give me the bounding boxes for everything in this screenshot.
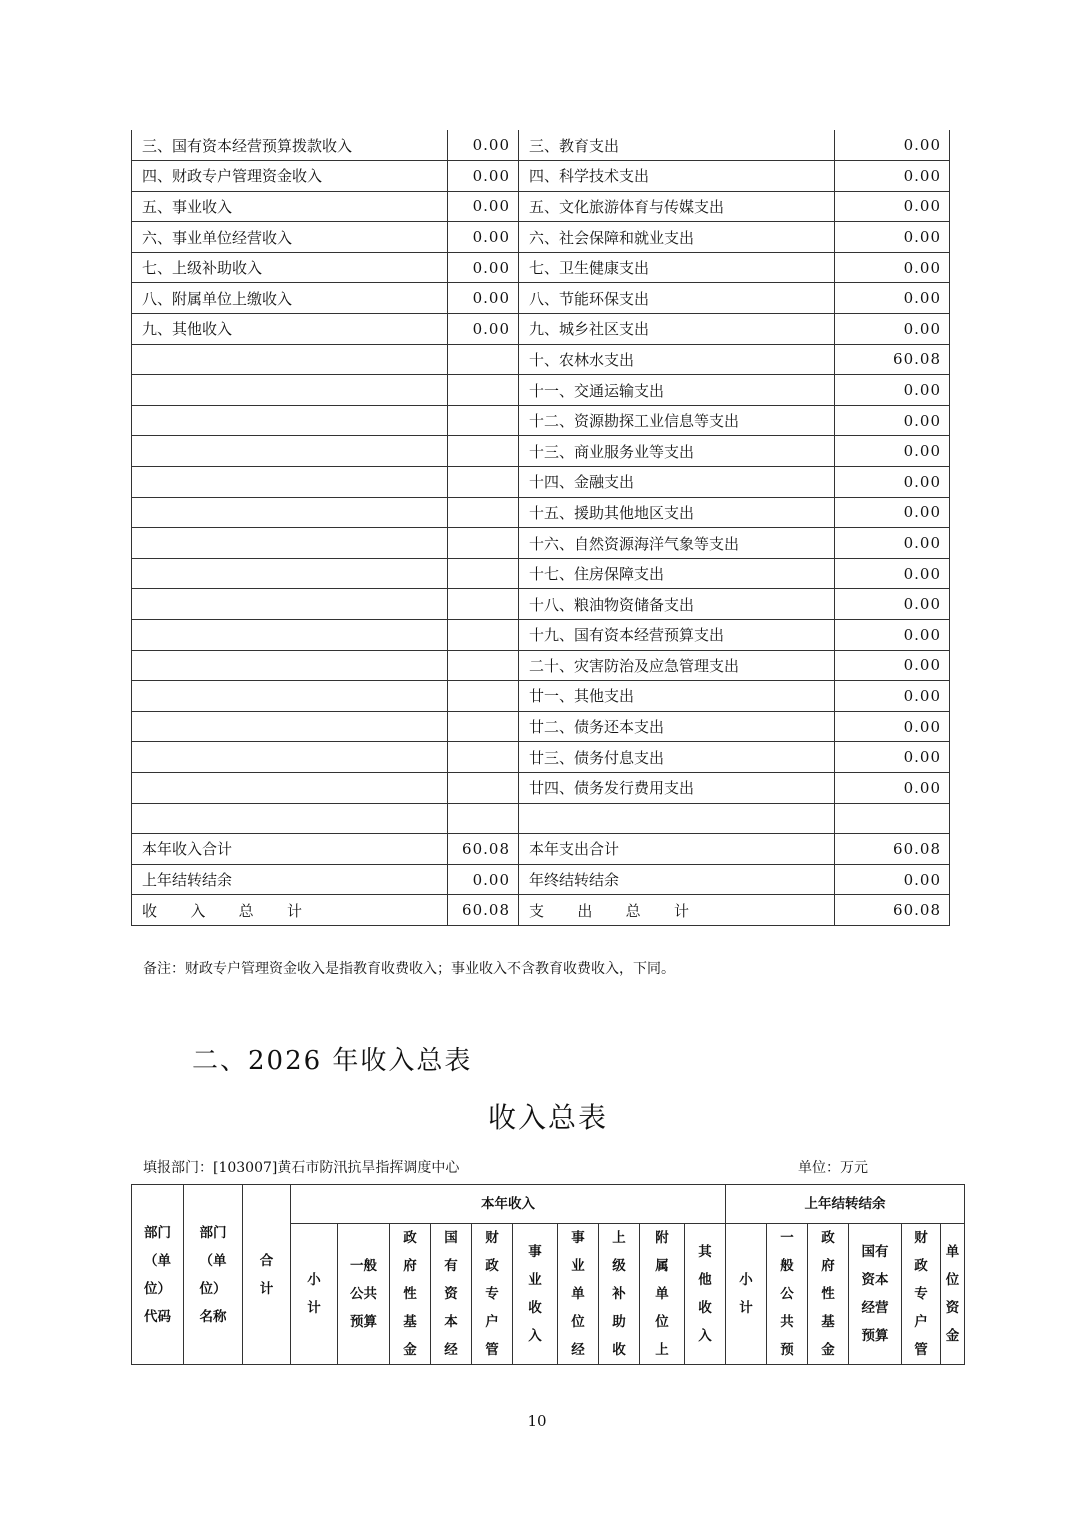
expense-label-cell: 四、科学技术支出 [519, 161, 835, 192]
income-value-cell: 0.00 [448, 283, 519, 314]
income-label-cell [132, 405, 448, 436]
header-cy-biz-unit: 事业单位经 [558, 1224, 599, 1365]
expense-value-cell: 0.00 [835, 222, 950, 253]
budget-row [132, 161, 950, 192]
header-cy-gov-fund: 政府性基金 [390, 1224, 431, 1365]
expense-label-cell: 十、农林水支出 [519, 344, 835, 375]
expense-label-cell: 廿四、债务发行费用支出 [519, 772, 835, 803]
expense-value-cell: 0.00 [835, 589, 950, 620]
budget-row [132, 803, 950, 834]
expense-label-cell: 九、城乡社区支出 [519, 314, 835, 345]
header-py-subtotal: 小计 [726, 1224, 767, 1365]
expense-label-cell: 廿一、其他支出 [519, 681, 835, 712]
total-label-char: 出 [577, 901, 593, 920]
expense-label-cell: 十九、国有资本经营预算支出 [519, 620, 835, 651]
income-label-cell: 上年结转结余 [132, 864, 448, 895]
income-value-cell [448, 772, 519, 803]
expense-label-cell: 八、节能环保支出 [519, 283, 835, 314]
budget-row [132, 283, 950, 314]
budget-row [132, 222, 950, 253]
income-label-cell [132, 436, 448, 467]
income-label-cell: 三、国有资本经营预算拨款收入 [132, 130, 448, 161]
header-dept-code: 部门（单位）代码 [132, 1185, 184, 1365]
budget-row [132, 772, 950, 803]
income-value-cell: 0.00 [448, 864, 519, 895]
header-current-year: 本年收入 [291, 1185, 726, 1224]
budget-row [132, 252, 950, 283]
budget-row [132, 864, 950, 895]
budget-row [132, 375, 950, 406]
header-prior-year: 上年结转结余 [726, 1185, 965, 1224]
expense-label-cell: 十五、援助其他地区支出 [519, 497, 835, 528]
header-py-state-capital: 国有资本经营预算 [849, 1224, 902, 1365]
expense-label-cell: 七、卫生健康支出 [519, 252, 835, 283]
income-label-cell [132, 589, 448, 620]
header-cy-other: 其他收入 [685, 1224, 726, 1365]
income-label-cell [132, 620, 448, 651]
section-heading: 二、2026 年收入总表 [192, 1046, 473, 1076]
budget-row [132, 742, 950, 773]
income-label-cell [132, 467, 448, 498]
total-label-char: 计 [286, 901, 302, 920]
income-label-cell [132, 528, 448, 559]
expense-value-cell: 60.08 [835, 344, 950, 375]
expense-value-cell: 0.00 [835, 528, 950, 559]
budget-row [132, 528, 950, 559]
budget-row [132, 497, 950, 528]
budget-totals-row [132, 895, 950, 926]
income-label-cell: 八、附属单位上缴收入 [132, 283, 448, 314]
income-value-cell [448, 558, 519, 589]
expense-label-cell: 十二、资源勘探工业信息等支出 [519, 405, 835, 436]
expense-total-value: 60.08 [835, 895, 950, 926]
expense-value-cell: 0.00 [835, 191, 950, 222]
expense-value-cell: 0.00 [835, 742, 950, 773]
expense-label-cell: 三、教育支出 [519, 130, 835, 161]
expense-value-cell: 0.00 [835, 620, 950, 651]
expense-label-cell: 五、文化旅游体育与传媒支出 [519, 191, 835, 222]
expense-label-cell: 本年支出合计 [519, 834, 835, 865]
income-value-cell: 60.08 [448, 834, 519, 865]
expense-value-cell: 0.00 [835, 252, 950, 283]
income-label-cell [132, 772, 448, 803]
income-value-cell [448, 742, 519, 773]
expense-value-cell: 0.00 [835, 405, 950, 436]
income-value-cell: 0.00 [448, 252, 519, 283]
budget-row [132, 344, 950, 375]
income-label-cell [132, 344, 448, 375]
income-value-cell [448, 467, 519, 498]
expense-value-cell: 0.00 [835, 467, 950, 498]
total-label-char: 支 [529, 901, 545, 920]
budget-row [132, 405, 950, 436]
header-dept-name: 部门（单位）名称 [184, 1185, 243, 1365]
income-summary-title: 收入总表 [487, 1101, 608, 1134]
table-note: 备注：财政专户管理资金收入是指教育收费收入；事业收入不含教育收费收入，下同。 [143, 961, 675, 977]
income-label-cell [132, 497, 448, 528]
income-label-cell: 七、上级补助收入 [132, 252, 448, 283]
income-label-cell: 五、事业收入 [132, 191, 448, 222]
budget-row [132, 436, 950, 467]
income-label-cell: 九、其他收入 [132, 314, 448, 345]
header-py-general: 一般公共预 [767, 1224, 808, 1365]
header-cy-general: 一般公共预算 [338, 1224, 390, 1365]
total-label-char: 入 [190, 901, 206, 920]
expense-value-cell [835, 803, 950, 834]
income-value-cell [448, 344, 519, 375]
expense-label-cell: 廿三、债务付息支出 [519, 742, 835, 773]
income-value-cell [448, 497, 519, 528]
income-total-label [132, 895, 448, 926]
income-label-cell [132, 558, 448, 589]
header-py-fiscal-account: 财政专户管 [902, 1224, 941, 1365]
total-label-char: 总 [238, 901, 254, 920]
header-cy-affiliated: 附属单位上 [640, 1224, 685, 1365]
expense-value-cell: 0.00 [835, 130, 950, 161]
income-value-cell [448, 436, 519, 467]
income-summary-table [131, 1184, 965, 1365]
expense-value-cell: 0.00 [835, 772, 950, 803]
expense-value-cell: 0.00 [835, 681, 950, 712]
unit-label: 单位：万元 [798, 1160, 868, 1176]
budget-row [132, 650, 950, 681]
income-label-cell: 本年收入合计 [132, 834, 448, 865]
budget-row [132, 558, 950, 589]
income-label-cell [132, 375, 448, 406]
income-label-cell [132, 742, 448, 773]
expense-label-cell: 六、社会保障和就业支出 [519, 222, 835, 253]
income-value-cell: 0.00 [448, 161, 519, 192]
header-total: 合计 [243, 1185, 291, 1365]
income-total-value: 60.08 [448, 895, 519, 926]
income-value-cell: 0.00 [448, 222, 519, 253]
income-label-cell [132, 711, 448, 742]
budget-row [132, 467, 950, 498]
expense-label-cell: 十四、金融支出 [519, 467, 835, 498]
income-value-cell [448, 528, 519, 559]
budget-table-body [132, 130, 950, 925]
page-number: 10 [527, 1412, 547, 1430]
total-label-char: 总 [625, 901, 641, 920]
expense-value-cell: 0.00 [835, 558, 950, 589]
budget-row [132, 620, 950, 651]
header-cy-business: 事业收入 [513, 1224, 558, 1365]
budget-row [132, 834, 950, 865]
budget-row [132, 711, 950, 742]
header-cy-subtotal: 小计 [291, 1224, 338, 1365]
expense-label-cell: 十六、自然资源海洋气象等支出 [519, 528, 835, 559]
income-label-cell: 六、事业单位经营收入 [132, 222, 448, 253]
expense-label-cell [519, 803, 835, 834]
income-label-cell [132, 803, 448, 834]
income-value-cell [448, 681, 519, 712]
income-label-cell: 四、财政专户管理资金收入 [132, 161, 448, 192]
total-label-char: 收 [142, 901, 158, 920]
income-value-cell: 0.00 [448, 130, 519, 161]
budget-row [132, 314, 950, 345]
expense-value-cell: 0.00 [835, 161, 950, 192]
income-label-cell [132, 650, 448, 681]
expense-label-cell: 十八、粮油物资储备支出 [519, 589, 835, 620]
header-cy-state-capital: 国有资本经 [431, 1224, 472, 1365]
expense-label-cell: 十三、商业服务业等支出 [519, 436, 835, 467]
header-cy-fiscal-account: 财政专户管 [472, 1224, 513, 1365]
income-value-cell: 0.00 [448, 191, 519, 222]
header-cy-superior: 上级补助收 [599, 1224, 640, 1365]
income-value-cell: 0.00 [448, 314, 519, 345]
income-label-cell [132, 681, 448, 712]
department-label: 填报部门：[103007]黄石市防汛抗旱指挥调度中心 [143, 1160, 460, 1176]
expense-value-cell: 0.00 [835, 283, 950, 314]
expense-label-cell: 十七、住房保障支出 [519, 558, 835, 589]
header-py-unit-funds: 单位资金 [941, 1224, 965, 1365]
expense-label-cell: 十一、交通运输支出 [519, 375, 835, 406]
income-value-cell [448, 375, 519, 406]
budget-row [132, 589, 950, 620]
expense-label-cell: 廿二、债务还本支出 [519, 711, 835, 742]
income-value-cell [448, 711, 519, 742]
expense-value-cell: 0.00 [835, 436, 950, 467]
expense-value-cell: 0.00 [835, 375, 950, 406]
income-value-cell [448, 589, 519, 620]
income-value-cell [448, 405, 519, 436]
budget-table [131, 130, 950, 926]
expense-value-cell: 0.00 [835, 314, 950, 345]
income-value-cell [448, 650, 519, 681]
expense-value-cell: 0.00 [835, 864, 950, 895]
expense-total-label [519, 895, 835, 926]
header-py-gov-fund: 政府性基金 [808, 1224, 849, 1365]
budget-row [132, 681, 950, 712]
income-value-cell [448, 803, 519, 834]
budget-row [132, 130, 950, 161]
expense-value-cell: 0.00 [835, 711, 950, 742]
expense-value-cell: 60.08 [835, 834, 950, 865]
expense-label-cell: 二十、灾害防治及应急管理支出 [519, 650, 835, 681]
income-value-cell [448, 620, 519, 651]
total-label-char: 计 [673, 901, 689, 920]
expense-value-cell: 0.00 [835, 650, 950, 681]
expense-label-cell: 年终结转结余 [519, 864, 835, 895]
expense-value-cell: 0.00 [835, 497, 950, 528]
budget-row [132, 191, 950, 222]
